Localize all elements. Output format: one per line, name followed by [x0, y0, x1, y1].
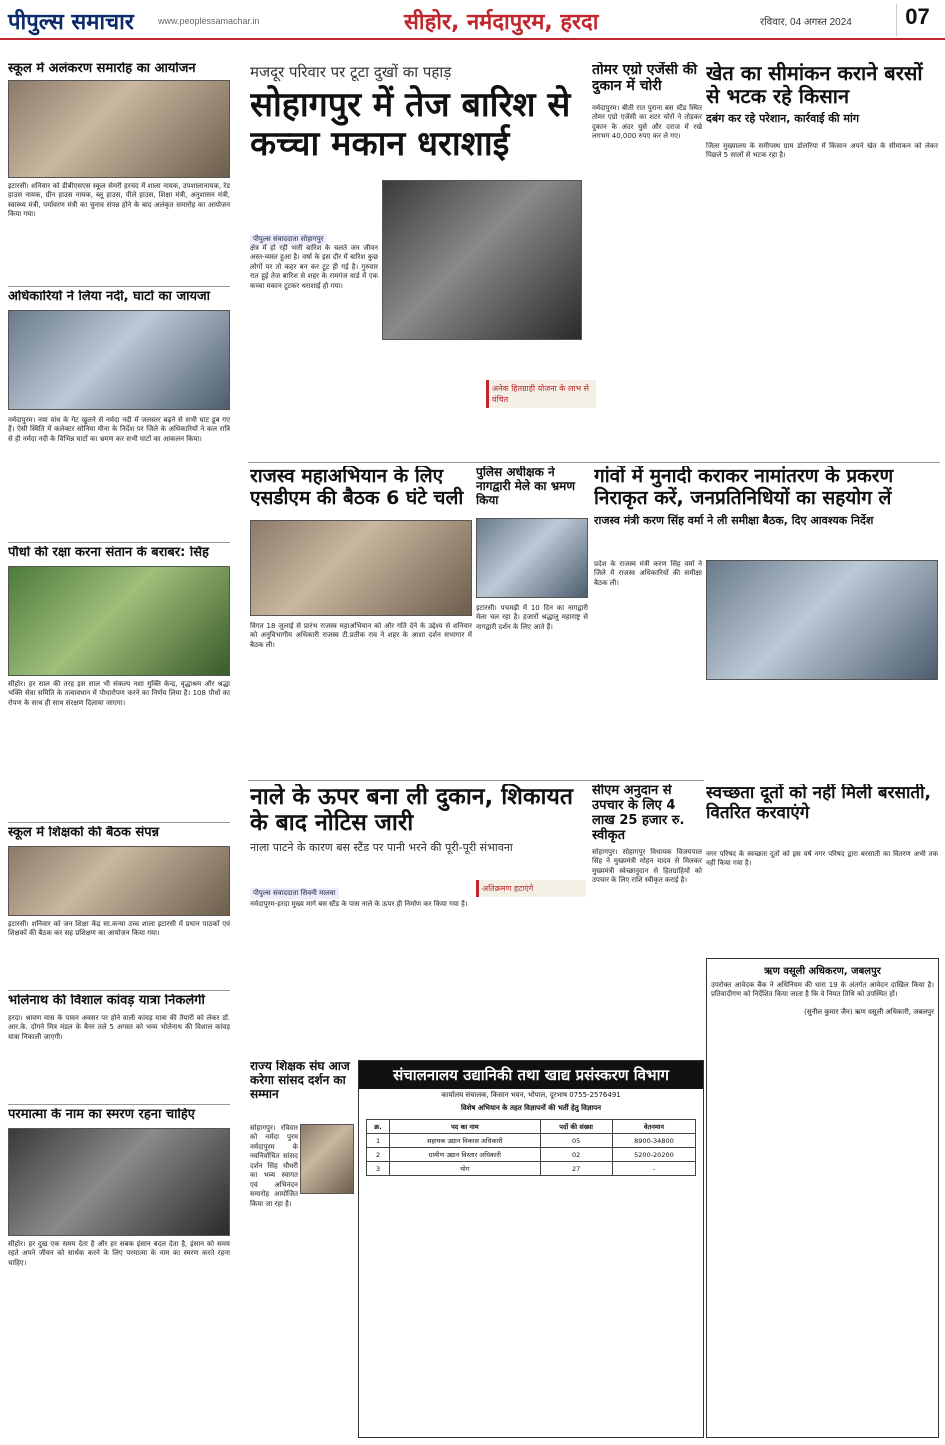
headline: परमात्मा के नाम का स्मरण रहना चाहिए	[8, 1108, 195, 1122]
column-header: पद का नाम	[390, 1120, 540, 1134]
column-header: वेतनमान	[612, 1120, 695, 1134]
subheadline: नाला पाटने के कारण बस स्टैंड पर पानी भरने की पूरी-पूरी संभावना	[250, 840, 513, 854]
collapsed-house-photo	[382, 180, 582, 340]
story-body: सोहागपुर। रविवार को नर्मदा पुरम नर्मदापुरम के नवनिर्वाचित सांसद दर्शन सिंह चौधरी का भव्य स्वागत एवं अभिनंदन समारोह आयोजित किया जा रहा है।	[250, 1124, 298, 1208]
tender-address: कार्यालय संचालक, किसान भवन, भोपाल, दूरभाष 0755-2576491	[441, 1091, 621, 1099]
tender-title: संचालनालय उद्यानिकी तथा खाद्य प्रसंस्करण विभाग	[359, 1061, 703, 1089]
story-body: इटारसी। पचमढ़ी में 10 दिन का नागद्वारी मेला चल रहा है। हजारों श्रद्धालु महाराष्ट्र से नागद्वारी दर्शन के लिए आते हैं।	[476, 604, 588, 631]
headline: स्कूल में अलंकरण समारोह का आयोजन	[8, 62, 196, 76]
masthead	[0, 0, 945, 40]
story-body: सोहागपुर। सोहागपुर विधायक विजयपाल सिंह ने मुख्यमंत्री मोहन यादव से मिलकर मुख्यमंत्री स्वेच्छानुदान से हितग्राहियों को उपचार के लिए राशि स्वीकृत कराई है।	[592, 848, 702, 885]
school-photo	[8, 80, 230, 178]
headline: सीएम अनुदान से उपचार के लिए 4 लाख 25 हजार रु. स्वीकृत	[592, 784, 685, 843]
story-grant	[592, 784, 702, 844]
table-row: 3 योग 27 -	[366, 1162, 695, 1176]
story-messengers	[706, 784, 938, 823]
headline: अधिकारियों ने लिया नदी, घाटों का जायजा	[8, 290, 211, 304]
column-header: क्र.	[366, 1120, 389, 1134]
headline: पुलिस अधीक्षक ने नागद्वारी मेले का भ्रमण किया	[476, 466, 576, 507]
headline: स्वच्छता दूतों को नहीं मिली बरसाती, वितरित करवाएंगे	[706, 784, 931, 823]
headline: खेत का सीमांकन कराने बरसों से भटक रहे किसान	[706, 62, 923, 108]
officers-photo	[8, 310, 230, 410]
story-body: नर्मदापुरम। नया वांध के गेट खुलने से नर्मदा नदी में जलस्तर बढ़ने से सभी घाट डूब गए हैं। ऐसी स्थिति में कलेक्टर सोनिया मीना के निर्देश पर जिले के अधिकारियों ने कल रात्रि से ही नर्मदा नदी के विभिन्न घाटों का भ्रमण कर सभी घाटों का आकलन किया।	[8, 416, 230, 443]
dateline: रविवार, 04 अगस्त 2024	[760, 17, 852, 28]
story-kanwar	[8, 994, 230, 1009]
story-body: विगत 18 जुलाई से प्रारंभ राजस्व महाअभियान को और गति देने के उद्देश्य से शनिवार को अनुविभागीय अधिकारी राजस्व टी.प्रतीक राव ने शहर के आशा दर्शन सभागार में बैठक ली।	[250, 622, 472, 649]
plants-photo	[8, 566, 230, 676]
headline: तोमर एग्रो एजेंसी की दुकान में चोरी	[592, 62, 698, 95]
tender-advertisement	[358, 1060, 704, 1438]
story-body: प्रदेश के राजस्व मंत्री करण सिंह वर्मा ने जिले में राजस्व अधिकारियों की समीक्षा बैठक ली।	[594, 560, 702, 587]
headline: स्कूल में शिक्षकों की बैठक संपन्न	[8, 826, 160, 840]
minister-meeting-photo	[706, 560, 938, 680]
story-body: क्षेत्र में हो रही भारी बारिश के चलते जन जीवन अस्त-व्यस्त हुआ है। वर्षा के इस दौर में बारिश कुछ लोगों पर तो कहर बन कर टूट ही गई है। गुरुवार रात हुई तेज बारिश से शहर के रामगंज वार्ड में एक कच्चा मकान टूटकर धराशाई हो गया।	[250, 244, 378, 290]
notice-body: उपरोक्त आवेदक बैंक ने अधिनियम की धारा 19 के अंतर्गत आवेदन दाखिल किया है। प्रतिवादीगण को निर्देशित किया जाता है कि वे नियत तिथि को उपस्थित हों।	[711, 981, 934, 999]
story-body: सीहोर। हर दुख एक समय देता है और हर सबक इंसान बदल देता है, इंसान को समय रहते अपने जीवन को सार्थक करने के लिए परमात्मा के नाम का स्मरण करते रहना चाहिए।	[8, 1240, 230, 1267]
pull-quote: अतिक्रमण हटाएंगे	[476, 880, 586, 897]
subheadline: राजस्व मंत्री करण सिंह वर्मा ने ली समीक्षा बैठक, दिए आवश्यक निर्देश	[594, 513, 874, 527]
story-farmer	[706, 62, 938, 126]
story-body: नर्मदापुरम। बीती रात पुराना बस स्टैंड स्थित तोमर एग्रो एजेंसी का शटर चोरों ने तोड़कर दुकान के अंदर घुसे और दराज में रखे लगभग 40,000 रुपए कर ले गए।	[592, 104, 702, 141]
notice-signature: (सुनील कुमार जैन) ऋण वसूली अधिकारी, जबलपुर	[804, 1007, 934, 1016]
page-number: 07	[896, 4, 938, 36]
table-row: 1 सहायक उद्यान विकास अधिकारी 05 8900-34800	[366, 1134, 695, 1148]
story-tomar	[592, 62, 702, 94]
tender-table	[366, 1119, 696, 1176]
headline: गांवों में मुनादी कराकर नामांतरण के प्रकरण निराकृत करें, जनप्रतिनिधियों का सहयोग लें	[594, 466, 894, 509]
column-header: पदों की संख्या	[540, 1120, 612, 1134]
headline: सोहागपुर में तेज बारिश से कच्चा मकान धराशाई	[250, 85, 571, 165]
story-body: इटारसी। शनिवार को जन शिक्षा केंद्र सा.कन्या उच्च शाला इटारसी में प्रधान पाठकों एवं शिक्षकों की बैठक कर सह प्रशिक्षण का आयोजन किया गया।	[8, 920, 230, 938]
pull-quote: अनेक हितग्राही योजना के लाभ से वंचित	[486, 380, 596, 408]
byline: पीपुल्स संवाददाता सोहागपुर	[250, 226, 378, 245]
website-url[interactable]: www.peoplessamachar.in	[158, 16, 260, 26]
story-plants	[8, 546, 230, 561]
story-police	[476, 466, 586, 507]
teachers-photo	[8, 846, 230, 916]
story-teachers	[8, 826, 230, 841]
story-body: इटारसी। शनिवार को डीबीएसएस स्कूल सेमरी हरचंद में शाला नायक, उपशालानायक, रेड हाउस नायक, ग्रीन हाउस नायक, ब्लू हाउस, पीले हाउस, शिक्षा मंत्री, अनुशासन मंत्री, स्वास्थ्य मंत्री, पर्यावरण मंत्री का चुनाव संपन्न होने के बाद अलंकृत समारोह का आयोजन किया गया।	[8, 182, 230, 219]
newspaper-logo: पीपुल्स समाचार	[8, 9, 134, 35]
legal-notice	[706, 958, 939, 1438]
headline: राजस्व महाअभियान के लिए एसडीएम की बैठक 6 घंटे चली	[250, 466, 464, 509]
story-sdm	[250, 466, 472, 510]
police-photo	[476, 518, 588, 598]
story-collapse	[250, 62, 580, 164]
story-school	[8, 62, 230, 77]
headline: नाले के ऊपर बना ली दुकान, शिकायत के बाद नोटिस जारी	[250, 784, 573, 837]
headline: भोलेनाथ की विशाल कांवड़ यात्रा निकलेगी	[8, 994, 205, 1008]
kicker: मजदूर परिवार पर टूटा दुखों का पहाड़	[250, 63, 452, 81]
devotees-photo	[8, 1128, 230, 1236]
story-body: हरदा। श्रावण मास के पावन अवसर पर होने वाली कांवड़ यात्रा की तैयारी को लेकर डॉ. आर.के. दोगने मित्र मंडल के बैनर तले 5 अगस्त को भव्य भोलेनाथ की विशाल कांवड़ यात्रा निकाली जाएगी।	[8, 1014, 230, 1041]
byline: पीपुल्स संवाददाता सिवनी मालवा	[250, 880, 360, 899]
story-drain	[250, 784, 588, 855]
story-munadi	[594, 466, 938, 528]
story-officers	[8, 290, 230, 305]
notice-title: ऋण वसूली अधिकरण, जबलपुर	[764, 966, 881, 977]
story-body: जिला मुख्यालय के समीपस्थ ग्राम डोलरिया में किसान अपने खेत के सीमांकन को लेकर पिछले 5 सालों से भटक रहा है।	[706, 142, 938, 160]
headline: राज्य शिक्षक संघ आज करेगा सांसद दर्शन का सम्मान	[250, 1060, 350, 1101]
tender-subject: विशेष अभियान के तहत विज्ञापनों की भर्ती हेतु विज्ञापन	[460, 1104, 602, 1112]
minister-photo	[300, 1124, 354, 1194]
story-minister	[250, 1060, 354, 1101]
story-god	[8, 1108, 230, 1123]
story-body: नगर परिषद के स्वच्छता दूतों को इस वर्ष नगर परिषद द्वारा बरसाती का वितरण अभी तक नहीं किया गया है।	[706, 850, 938, 868]
story-body: सीहोर। हर साल की तरह इस साल भी संकल्प नशा मुक्ति केन्द्र, वृद्धाश्रम और श्रद्धा भक्ति सेवा समिति के तत्वावधान में पौधारोपण करने का निर्णय लिया है। 108 पौधों का रोपण के साथ ही साथ संरक्षण दिलाया जाएगा।	[8, 680, 230, 707]
table-row: 2 ग्रामीण उद्यान विस्तार अधिकारी 02 5200-20200	[366, 1148, 695, 1162]
story-body: नर्मदापुरम-हरदा मुख्य मार्ग बस स्टैंड के पास नाले के ऊपर ही निर्माण कर किया गया है।	[250, 900, 468, 908]
sdm-meeting-photo	[250, 520, 472, 616]
headline: पौधों की रक्षा करना संतान के बराबर: सिंह	[8, 546, 209, 560]
subheadline: दबंग कर रहे परेशान, कार्रवाई की मांग	[706, 112, 860, 125]
section-title: सीहोर, नर्मदापुरम, हरदा	[404, 10, 599, 35]
